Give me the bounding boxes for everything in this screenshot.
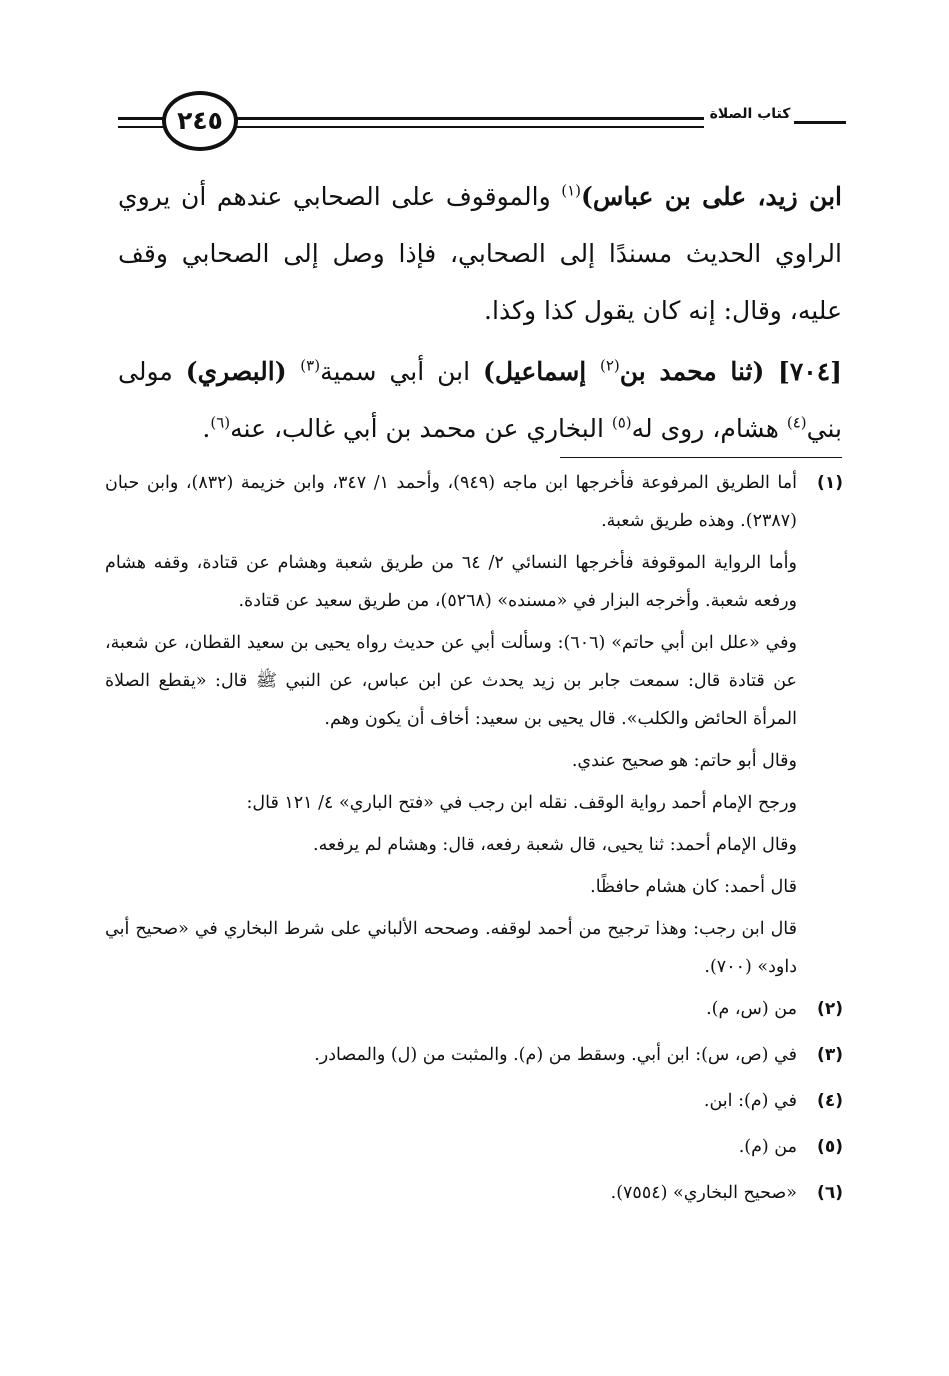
header-rule <box>794 121 846 124</box>
header-rule <box>228 126 704 128</box>
running-title: كتاب الصلاة <box>709 106 791 122</box>
text-span: إسماعيل) <box>483 357 600 386</box>
footnote-number: (٦) <box>817 1183 843 1203</box>
footnote-paragraph: من (س، م). <box>706 999 797 1019</box>
footnote-number: (٤) <box>817 1091 843 1111</box>
page-header <box>118 88 846 168</box>
footnote-paragraph: وقال أبو حاتم: هو صحيح عندي. <box>571 751 797 771</box>
main-paragraph <box>118 343 842 457</box>
text-span: ابن أبي سمية <box>320 357 484 386</box>
footnote-paragraph: وأما الرواية الموقوفة فأخرجها النسائي ٢/ ٦٤ من طريق شعبة وهشام عن قتادة، وقفه هشام ورفعه شعبة. وأخرجه البزار في «مسنده» (٥٢٦٨)، من طريق سعيد عن قتادة. <box>105 553 797 611</box>
footnote-number: (٢) <box>817 999 843 1019</box>
footnote-body <box>105 1128 797 1170</box>
footnote-ref[interactable]: (٤) <box>786 413 807 432</box>
footnotes <box>105 464 843 1220</box>
footnote-body <box>105 1174 797 1216</box>
page-number: ٢٤٥ <box>162 91 238 151</box>
footnote-ref[interactable]: (١) <box>561 181 582 200</box>
footnote-number: (٣) <box>817 1045 843 1065</box>
text-span: والموقوف على الصحابي عندهم أن يروي الراوي الحديث مسندًا إلى الصحابي، فإذا وصل إلى الصحابي وقف عليه، وقال: إنه كان يقول كذا وكذا. <box>118 182 842 325</box>
footnote-ref[interactable]: (٦) <box>210 413 231 432</box>
footnote-body <box>105 464 797 990</box>
footnote-paragraph: في (ص، س): ابن أبي. وسقط من (م). والمثبت من (ل) والمصادر. <box>314 1045 797 1065</box>
footnote-separator <box>560 457 842 458</box>
footnote-ref[interactable]: (٥) <box>611 413 632 432</box>
footnote-paragraph: في (م): ابن. <box>703 1091 797 1111</box>
header-rule <box>228 117 704 120</box>
footnote <box>105 1082 843 1124</box>
footnote-body <box>105 990 797 1032</box>
main-text <box>118 168 842 457</box>
text-span: (البصري) <box>185 357 301 386</box>
footnote-ref[interactable]: (٢) <box>599 356 620 375</box>
footnote-paragraph: ورجح الإمام أحمد رواية الوقف. نقله ابن رجب في «فتح الباري» ٤/ ١٢١ قال: <box>246 793 797 813</box>
footnote-number: (١) <box>817 473 843 493</box>
footnote <box>105 464 843 990</box>
footnote-number: (٥) <box>817 1137 843 1157</box>
footnote-body <box>105 1036 797 1078</box>
footnote-paragraph: وفي «علل ابن أبي حاتم» (٦٠٦): وسألت أبي عن حديث رواه يحيى بن سعيد القطان، عن شعبة، عن قتادة قال: سمعت جابر بن زيد يحدث عن ابن عباس، عن النبي ﷺ قال: «يقطع الصلاة المرأة الحائض والكلب». قال يحيى بن سعيد: أخاف أن يكون وهم. <box>105 633 797 729</box>
text-span: البخاري عن محمد بن أبي غالب، عنه <box>230 414 612 443</box>
footnote-paragraph: قال أحمد: كان هشام حافظًا. <box>590 877 797 897</box>
footnote-paragraph: «صحيح البخاري» (٧٥٥٤). <box>610 1183 797 1203</box>
footnote <box>105 1174 843 1216</box>
footnote-paragraph: من (م). <box>738 1137 797 1157</box>
text-span: [٧٠٤] (ثنا محمد بن <box>619 357 842 386</box>
footnote <box>105 1036 843 1078</box>
footnote <box>105 990 843 1032</box>
main-paragraph <box>118 168 842 339</box>
text-span: ابن زيد، على بن عباس) <box>581 182 842 211</box>
footnote <box>105 1128 843 1170</box>
footnote-paragraph: أما الطريق المرفوعة فأخرجها ابن ماجه (٩٤٩)، وأحمد ١/ ٣٤٧، وابن خزيمة (٨٣٢)، وابن حبان (٢٣٨٧). وهذه طريق شعبة. <box>105 473 797 531</box>
footnote-paragraph: قال ابن رجب: وهذا ترجيح من أحمد لوقفه. وصححه الألباني على شرط البخاري في «صحيح أبي داود» (٧٠٠). <box>105 919 797 977</box>
text-span: . <box>202 414 211 443</box>
footnote-body <box>105 1082 797 1124</box>
footnote-ref[interactable]: (٣) <box>300 356 321 375</box>
text-span: مولى بني <box>118 357 842 443</box>
text-span: هشام، روى له <box>631 414 787 443</box>
footnote-paragraph: وقال الإمام أحمد: ثنا يحيى، قال شعبة رفعه، قال: وهشام لم يرفعه. <box>313 835 797 855</box>
